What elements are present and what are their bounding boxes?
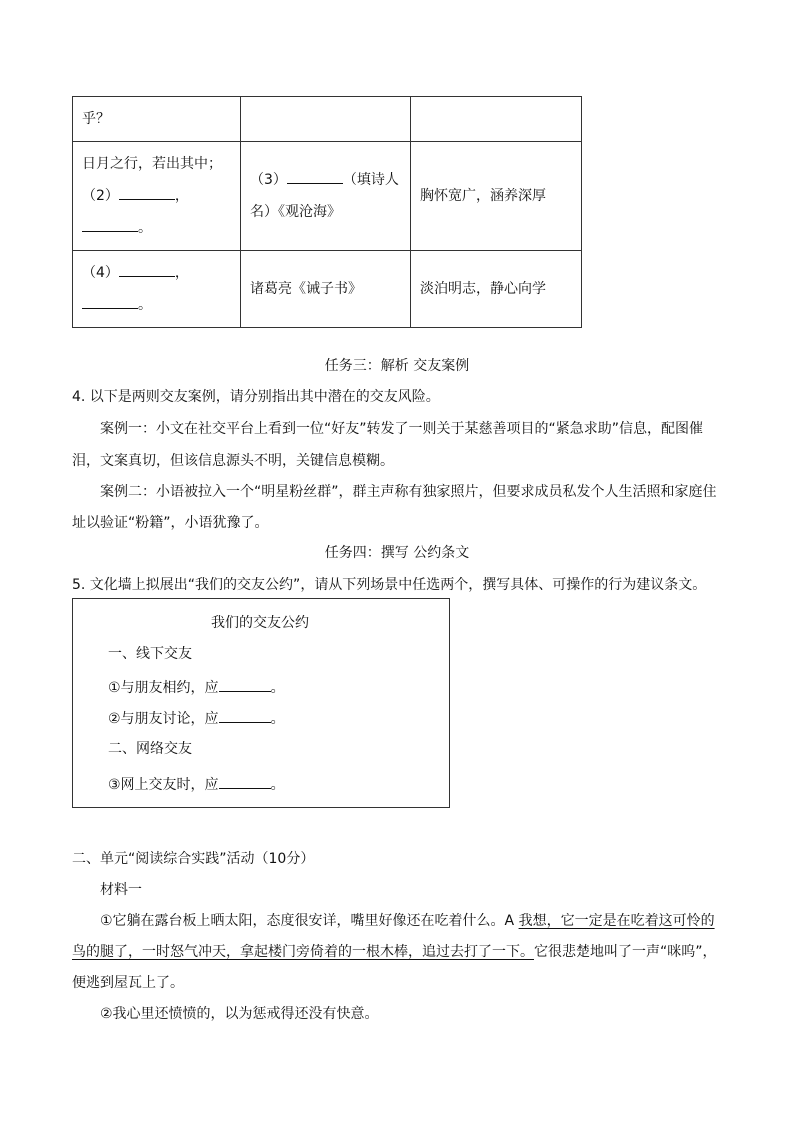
fill-blank[interactable] bbox=[82, 215, 138, 232]
table-cell bbox=[73, 142, 241, 251]
fill-blank[interactable] bbox=[119, 183, 175, 200]
cell-text: 名）《观沧海》 bbox=[250, 204, 341, 220]
cell-text: ， bbox=[174, 188, 189, 204]
material-label: 材料一 bbox=[100, 882, 142, 898]
fill-blank[interactable] bbox=[287, 167, 343, 184]
table-cell bbox=[411, 251, 582, 328]
table-row bbox=[73, 251, 582, 328]
cell-text: 。 bbox=[138, 297, 152, 313]
section-offline: 一、线下交友 bbox=[108, 646, 192, 662]
question-4: 4. 以下是两则交友案例，请分别指出其中潜在的交友风险。 bbox=[72, 389, 440, 405]
table-cell bbox=[241, 142, 411, 251]
cell-text: （4） bbox=[82, 265, 119, 281]
convention-item bbox=[108, 772, 285, 794]
paragraph-1-line1 bbox=[100, 910, 715, 930]
table-row bbox=[73, 142, 582, 251]
table-cell bbox=[73, 251, 241, 328]
case1-line2: 泪，文案真切，但该信息源头不明，关键信息模糊。 bbox=[72, 453, 394, 469]
table-cell bbox=[241, 251, 411, 328]
fill-blank[interactable] bbox=[119, 260, 175, 277]
task4-heading: 任务四：撰写 公约条文 bbox=[324, 545, 470, 561]
part2-title: 二、单元“阅读综合实践”活动（10分） bbox=[72, 851, 315, 867]
table-cell bbox=[241, 97, 411, 142]
paragraph-2: ②我心里还愤愤的，以为惩戒得还没有快意。 bbox=[100, 1006, 379, 1022]
underlined-sentence: 鸟的腿了，一时怒气冲天，拿起楼门旁倚着的一根木棒，追过去打了一下。 bbox=[72, 944, 534, 960]
cell-text: 胸怀宽广，涵养深厚 bbox=[420, 188, 546, 204]
para-text: 它很悲楚地叫了一声“咪呜”， bbox=[534, 944, 717, 960]
underlined-sentence: 我想，它一定是在吃着这可怜的 bbox=[518, 913, 715, 929]
section-online: 二、网络交友 bbox=[108, 741, 192, 757]
case2-line2: 址以验证“粉籍”，小语犹豫了。 bbox=[72, 515, 269, 531]
fill-blank[interactable] bbox=[219, 772, 271, 789]
item-text: ①与朋友相约，应 bbox=[108, 680, 219, 696]
fill-blank[interactable] bbox=[219, 706, 271, 723]
case1-line1: 案例一：小文在社交平台上看到一位“好友”转发了一则关于某慈善项目的“紧急求助”信息，配图催 bbox=[100, 421, 704, 437]
cell-text: 日月之行，若出其中； bbox=[82, 156, 222, 172]
table-row bbox=[73, 97, 582, 142]
item-text: ③网上交友时，应 bbox=[108, 777, 219, 793]
fill-blank[interactable] bbox=[219, 675, 271, 692]
item-end: 。 bbox=[270, 777, 285, 793]
poetry-table bbox=[72, 96, 582, 328]
case2-line1: 案例二：小语被拉入一个“明星粉丝群”，群主声称有独家照片，但要求成员私发个人生活照和家庭住 bbox=[100, 484, 717, 500]
cell-text: ， bbox=[174, 265, 189, 281]
cell-text: 乎？ bbox=[82, 111, 110, 127]
cell-text: （3） bbox=[250, 172, 287, 188]
convention-item bbox=[108, 706, 285, 728]
cell-text: 。 bbox=[138, 220, 152, 236]
item-text: ②与朋友讨论，应 bbox=[108, 711, 219, 727]
table-cell bbox=[411, 97, 582, 142]
item-end: 。 bbox=[270, 711, 285, 727]
item-end: 。 bbox=[270, 680, 285, 696]
task3-heading: 任务三：解析 交友案例 bbox=[324, 358, 470, 374]
cell-text: （填诗人 bbox=[342, 172, 399, 188]
para-text: ①它躺在露台板上晒太阳，态度很安详，嘴里好像还在吃着什么。A bbox=[100, 913, 519, 929]
cell-text: 诸葛亮《诫子书》 bbox=[250, 281, 362, 297]
cell-text: 淡泊明志，静心向学 bbox=[420, 281, 546, 297]
fill-blank[interactable] bbox=[82, 292, 138, 309]
convention-item bbox=[108, 675, 285, 697]
question-5: 5. 文化墙上拟展出“我们的交友公约”，请从下列场景中任选两个，撰写具体、可操作的行为建议条文。 bbox=[72, 577, 707, 593]
paragraph-1-line3: 便逃到屋瓦上了。 bbox=[72, 975, 184, 991]
table-cell bbox=[411, 142, 582, 251]
cell-text: （2） bbox=[82, 188, 119, 204]
convention-title: 我们的交友公约 bbox=[211, 615, 309, 631]
table-cell bbox=[73, 97, 241, 142]
paragraph-1-line2 bbox=[72, 941, 717, 961]
